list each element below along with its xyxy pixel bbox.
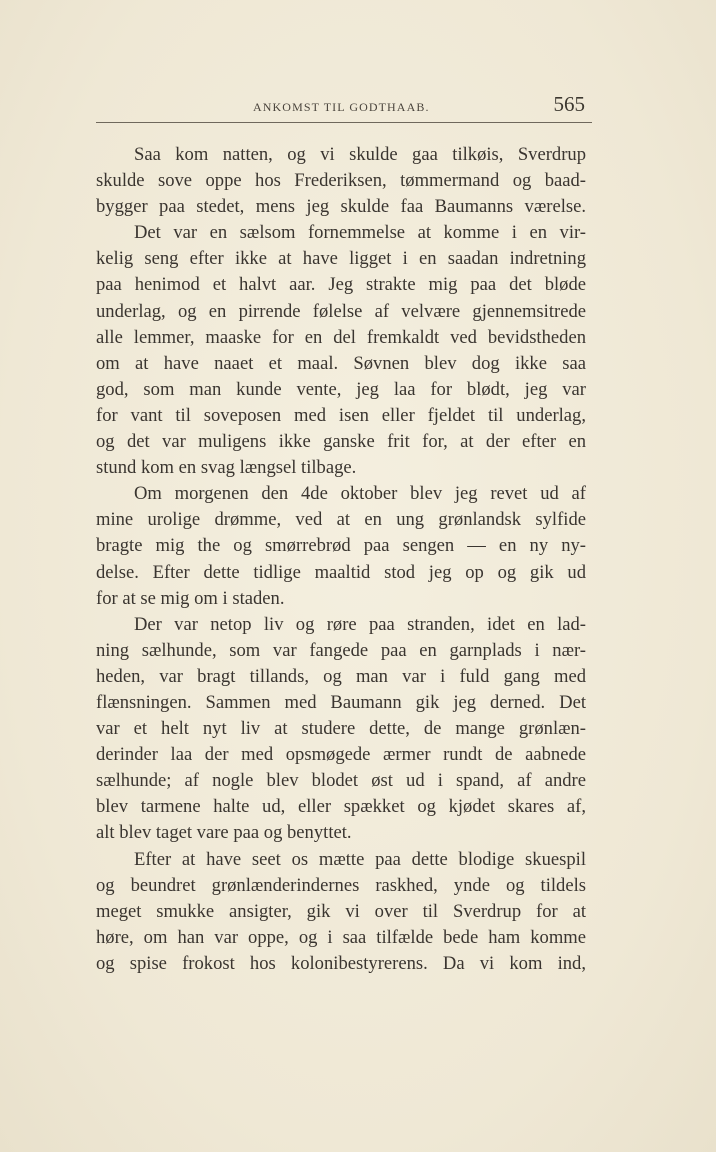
page-header <box>96 92 592 122</box>
text-line: og det var muligens ikke ganske frit for, at der efter en <box>96 431 586 453</box>
text-line: Der var netop liv og røre paa stranden, idet en lad- <box>134 613 586 635</box>
body-text <box>96 142 586 977</box>
text-line: alt blev taget vare paa og benyttet. <box>96 822 352 844</box>
text-line: om at have naaet et maal. Søvnen blev dog ikke saa <box>96 352 586 374</box>
text-line: underlag, og en pirrende følelse af velvære gjennemsitrede <box>96 300 586 322</box>
running-head: ANKOMST TIL GODTHAAB. <box>253 100 430 114</box>
text-line: blev tarmene halte ud, eller spækket og kjødet skares af, <box>96 796 586 818</box>
text-line: mine urolige drømme, ved at en ung grønlandsk sylfide <box>96 509 586 531</box>
text-line: Om morgenen den 4de oktober blev jeg revet ud af <box>134 483 586 505</box>
text-line: høre, om han var oppe, og i saa tilfælde bede ham komme <box>96 926 586 948</box>
text-line: var et helt nyt liv at studere dette, de mange grønlæn- <box>96 718 586 740</box>
text-line: og spise frokost hos kolonibestyrerens. Da vi kom ind, <box>96 952 586 974</box>
text-line: sælhunde; af nogle blev blodet øst ud i spand, af andre <box>96 770 586 792</box>
text-line: heden, var bragt tillands, og man var i fuld gang med <box>96 665 586 687</box>
text-line: meget smukke ansigter, gik vi over til Sverdrup for at <box>96 900 586 922</box>
text-line: paa henimod et halvt aar. Jeg strakte mig paa det bløde <box>96 274 586 296</box>
text-line: for at se mig om i staden. <box>96 587 285 609</box>
page-number: 565 <box>553 92 585 116</box>
text-line: derinder laa der med opsmøgede ærmer rundt de aabnede <box>96 744 586 766</box>
text-line: for vant til soveposen med isen eller fjeldet til underlag, <box>96 404 586 426</box>
text-line: delse. Efter dette tidlige maaltid stod jeg op og gik ud <box>96 561 586 583</box>
text-line: bragte mig the og smørrebrød paa sengen — en ny ny- <box>96 535 586 557</box>
text-line: ning sælhunde, som var fangede paa en garnplads i nær- <box>96 639 586 661</box>
text-line: Det var en sælsom fornemmelse at komme i en vir- <box>134 222 586 244</box>
text-line: Saa kom natten, og vi skulde gaa tilkøis, Sverdrup <box>134 144 586 165</box>
text-line: stund kom en svag længsel tilbage. <box>96 457 357 479</box>
text-line: og beundret grønlænderindernes raskhed, ynde og tildels <box>96 874 586 896</box>
text-line: kelig seng efter ikke at have ligget i en saadan indretning <box>96 248 586 270</box>
text-line: skulde sove oppe hos Frederiksen, tømmermand og baad- <box>96 170 586 192</box>
text-line: alle lemmer, maaske for en del fremkaldt ved bevidstheden <box>96 326 586 348</box>
text-line: bygger paa stedet, mens jeg skulde faa Baumanns værelse. <box>96 196 586 218</box>
text-line: Efter at have seet os mætte paa dette blodige skuespil <box>134 848 586 870</box>
header-rule <box>96 122 592 123</box>
text-line: flænsningen. Sammen med Baumann gik jeg derned. Det <box>96 691 586 713</box>
text-line: god, som man kunde vente, jeg laa for blødt, jeg var <box>96 378 586 400</box>
